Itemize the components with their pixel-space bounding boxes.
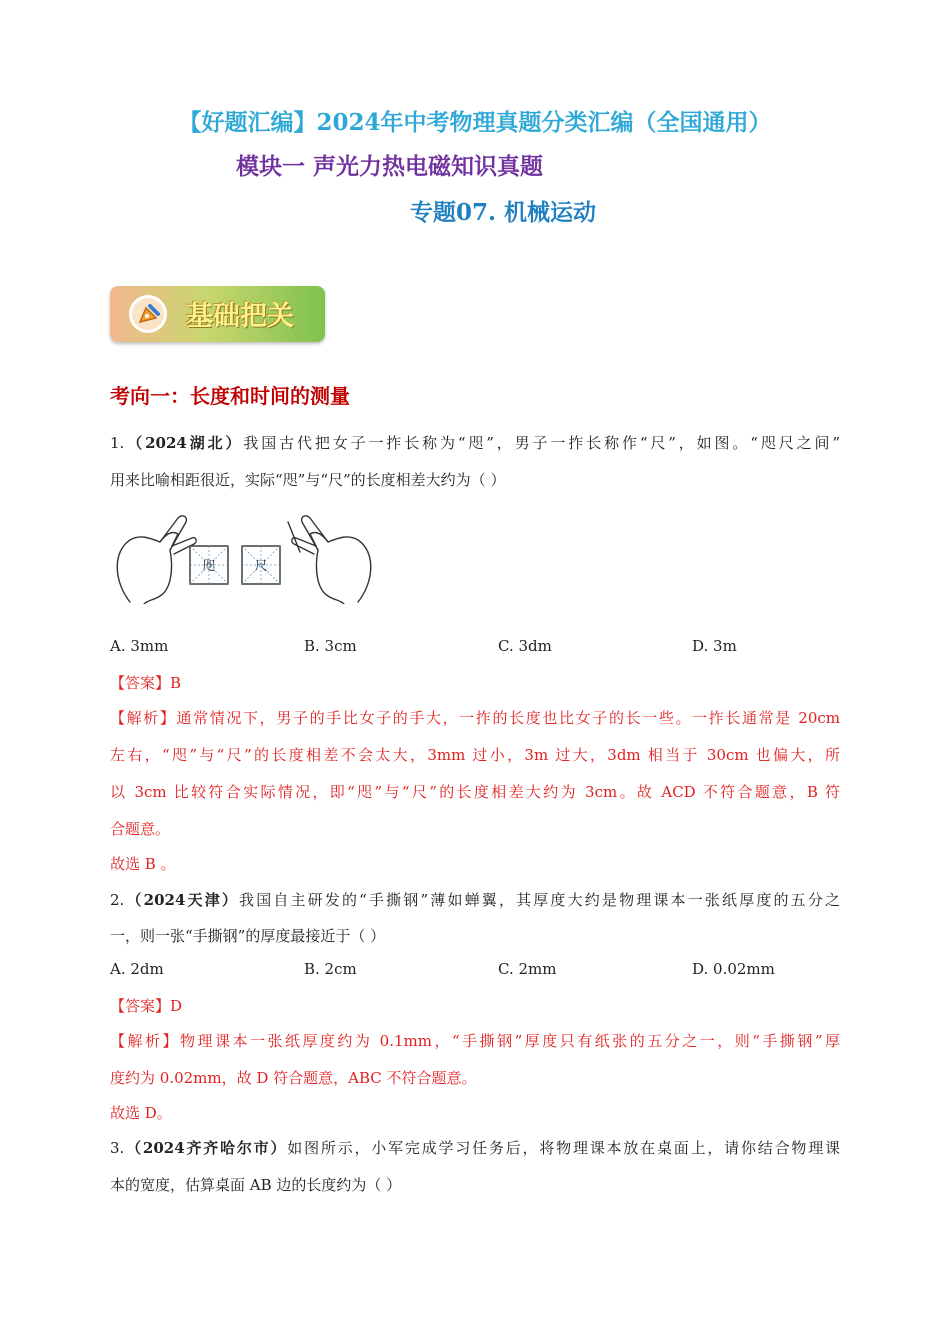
q1-source: （2024湖北） — [124, 434, 244, 452]
q1-analysis-line1: 【解析】通常情况下，男子的手比女子的手大，一拃的长度也比女子的长一些。一拃长通常是 20cm — [110, 709, 840, 727]
q2-option-a: A. 2dm — [110, 960, 164, 978]
pen-nib-icon — [128, 294, 168, 334]
section-title: 考向一：长度和时间的测量 — [110, 384, 350, 408]
q1-answer: 【答案】B — [110, 674, 182, 692]
q2-analysis-line2: 度约为 0.02mm，故 D 符合题意，ABC 不符合题意。 — [110, 1069, 477, 1087]
q3-stem-line2: 本的宽度，估算桌面 AB 边的长度约为（ ） — [110, 1176, 402, 1194]
q1-number: 1. — [110, 434, 125, 452]
q1-analysis-line2: 左右，“咫”与“尺”的长度相差不会太大，3mm 过小，3m 过大，3dm 相当于 30cm 也偏大，所 — [110, 746, 840, 764]
q1-option-b: B. 3cm — [304, 637, 357, 655]
figure-char-chi: 尺 — [254, 559, 268, 574]
document-title: 【好题汇编】2024年中考物理真题分类汇编（全国通用） — [178, 109, 772, 136]
q3-number: 3. — [110, 1139, 125, 1157]
topic-title: 专题07. 机械运动 — [410, 199, 597, 226]
q2-analysis-line1: 【解析】物理课本一张纸厚度约为 0.1mm，“手撕钢”厚度只有纸张的五分之一，则“手撕钢”厚 — [110, 1032, 840, 1050]
q2-stem-line2: 一，则一张“手撕钢”的厚度最接近于（ ） — [110, 927, 386, 945]
module-title: 模块一 声光力热电磁知识真题 — [236, 153, 544, 180]
section-badge — [110, 286, 325, 342]
q2-option-d: D. 0.02mm — [692, 960, 775, 978]
q1-conclusion: 故选 B 。 — [110, 855, 176, 873]
q2-number: 2. — [110, 891, 125, 909]
q2-text1: 我国自主研发的“手撕钢”薄如蝉翼，其厚度大约是物理课本一张纸厚度的五分之 — [239, 891, 841, 909]
q1-stem-line2: 用来比喻相距很近，实际“咫”与“尺”的长度相差大约为（ ） — [110, 471, 506, 489]
q2-source: （2024天津） — [124, 891, 240, 909]
q3-stem-line1 — [110, 1137, 840, 1159]
hands-figure — [108, 512, 380, 604]
q3-source: （2024齐齐哈尔市） — [124, 1139, 288, 1157]
figure-char-zhi: 咫 — [202, 559, 216, 574]
q2-answer: 【答案】D — [110, 997, 183, 1015]
q1-option-d: D. 3m — [692, 637, 737, 655]
q2-stem-line1 — [110, 889, 840, 911]
q1-stem-line1 — [110, 432, 840, 454]
q1-option-c: C. 3dm — [498, 637, 552, 655]
q2-option-c: C. 2mm — [498, 960, 557, 978]
q1-text1: 我国古代把女子一拃长称为“咫”，男子一拃长称作“尺”，如图。“咫尺之间” — [243, 434, 841, 452]
q1-analysis-line3: 以 3cm 比较符合实际情况，即“咫”与“尺”的长度相差大约为 3cm。故 ACD 不符合题意，B 符 — [110, 783, 840, 801]
badge-label: 基础把关 — [186, 301, 294, 332]
q1-analysis-line4: 合题意。 — [110, 820, 171, 838]
q2-conclusion: 故选 D。 — [110, 1104, 172, 1122]
q2-option-b: B. 2cm — [304, 960, 357, 978]
q3-text1: 如图所示，小军完成学习任务后，将物理课本放在桌面上，请你结合物理课 — [287, 1139, 840, 1157]
q1-option-a: A. 3mm — [110, 637, 169, 655]
